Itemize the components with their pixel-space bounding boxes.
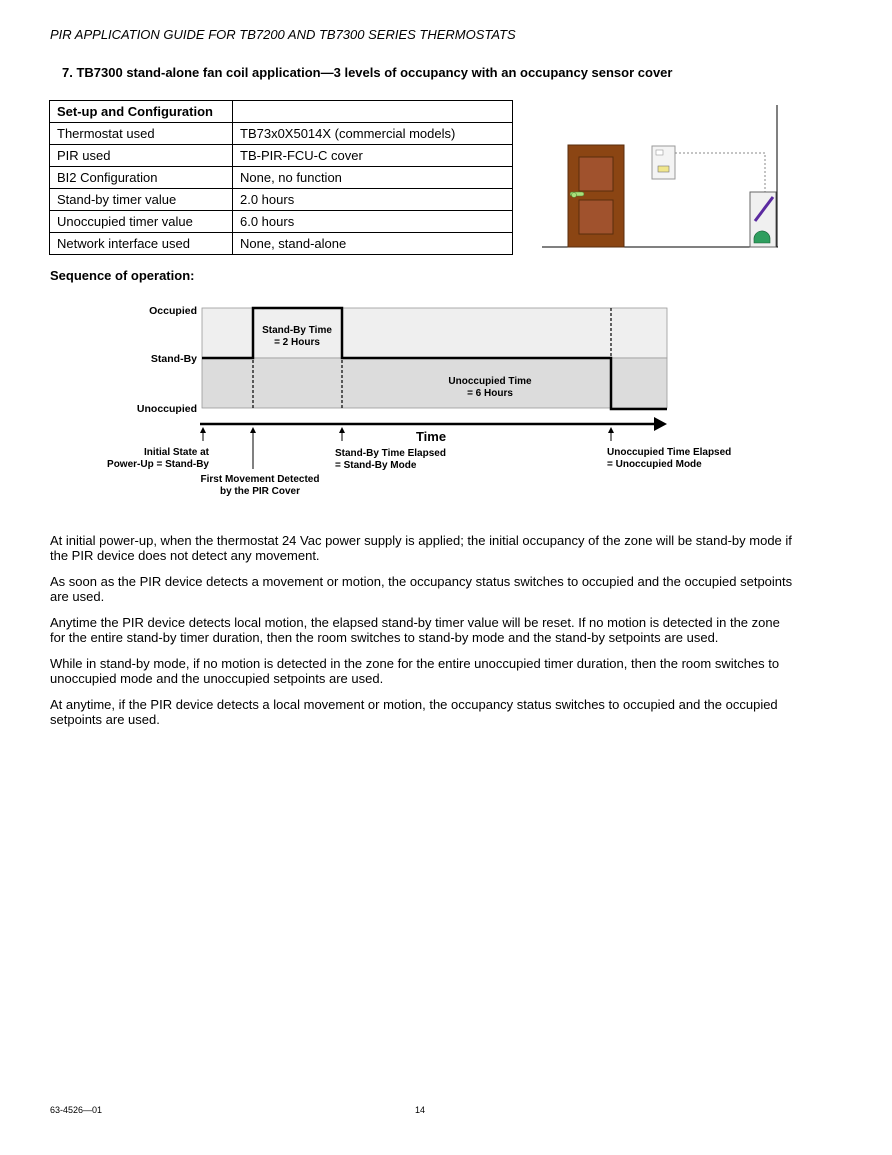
table-cell: None, stand-alone	[233, 233, 513, 255]
table-header-row	[50, 101, 513, 123]
time-axis-label: Time	[415, 429, 447, 444]
standby-time-label-line1: Stand-By Time	[262, 325, 332, 336]
unoccupied-elapsed-arrowhead	[608, 427, 614, 433]
door-upper-panel	[579, 157, 613, 191]
table-row	[50, 167, 513, 189]
fan-coil-unit-icon	[750, 192, 776, 247]
door-knob	[572, 193, 577, 198]
table-cell: 6.0 hours	[233, 211, 513, 233]
first-movement-label-line2: by the PIR Cover	[219, 486, 301, 497]
footer-page-number: 14	[415, 1105, 426, 1115]
paragraph: While in stand-by mode, if no motion is detected in the zone for the entire unoccupied timer duration, then the room switches to unoccupied mode and the unoccupied setpoints are used.	[50, 656, 780, 686]
wiring-line	[675, 153, 765, 192]
level-standby-label: Stand-By	[150, 353, 197, 365]
table-cell: 2.0 hours	[233, 189, 513, 211]
table-cell: None, no function	[233, 167, 513, 189]
sequence-heading: Sequence of operation:	[50, 268, 195, 283]
table-cell: Stand-by timer value	[50, 189, 233, 211]
configuration-table	[49, 100, 513, 255]
paragraph: At anytime, if the PIR device detects a local movement or motion, the occupancy status switches to occupied and the occupied setpoints are used.	[50, 697, 778, 727]
initial-event-arrowhead	[200, 427, 206, 433]
door-icon	[568, 145, 624, 247]
unoccupied-elapsed-label-line1: Unoccupied Time Elapsed	[607, 447, 732, 458]
table-header-cell	[233, 101, 513, 123]
thermostat-icon	[652, 146, 675, 179]
initial-state-label-line1: Initial State at	[143, 447, 209, 458]
first-movement-label-line1: First Movement Detected	[200, 474, 320, 485]
standby-time-label-line2: = 2 Hours	[274, 337, 320, 348]
table-cell: TB-PIR-FCU-C cover	[233, 145, 513, 167]
unoccupied-time-label-line2: = 6 Hours	[467, 388, 513, 399]
table-cell: BI2 Configuration	[50, 167, 233, 189]
footer-doc-number: 63-4526—01	[50, 1105, 103, 1115]
level-unoccupied-label: Unoccupied	[136, 403, 197, 415]
section-title: 7. TB7300 stand-alone fan coil application—3 levels of occupancy with an occupancy sensor cover	[62, 65, 673, 80]
room-illustration	[540, 100, 785, 252]
standby-elapsed-arrowhead	[339, 427, 345, 433]
table-row	[50, 189, 513, 211]
occupancy-timing-diagram	[90, 298, 750, 503]
table-cell: Unoccupied timer value	[50, 211, 233, 233]
table-row	[50, 211, 513, 233]
thermostat-display	[658, 166, 669, 172]
lower-band	[202, 358, 667, 408]
level-occupied-label: Occupied	[149, 305, 197, 317]
standby-elapsed-label-line1: Stand-By Time Elapsed	[335, 448, 446, 459]
door-lower-panel	[579, 200, 613, 234]
table-row	[50, 145, 513, 167]
time-axis-arrowhead	[654, 417, 667, 431]
paragraph: At initial power-up, when the thermostat 24 Vac power supply is applied; the initial occupancy of the zone will be stand-by mode if the PIR device does not detect any movement.	[50, 533, 792, 563]
table-cell: PIR used	[50, 145, 233, 167]
table-cell: TB73x0X5014X (commercial models)	[233, 123, 513, 145]
unoccupied-time-label-line1: Unoccupied Time	[448, 376, 532, 387]
page-header: PIR APPLICATION GUIDE FOR TB7200 AND TB7300 SERIES THERMOSTATS	[50, 27, 516, 42]
unoccupied-elapsed-label-line2: = Unoccupied Mode	[607, 459, 702, 470]
paragraph: As soon as the PIR device detects a movement or motion, the occupancy status switches to occupied and the occupied setpoints are used.	[50, 574, 793, 604]
paragraph: Anytime the PIR device detects local motion, the elapsed stand-by timer value will be reset. If no motion is detected in the zone for the entire stand-by timer duration, then the room switches to stand-by mode and the stand-by setpoints are used.	[50, 615, 780, 645]
thermostat-sensor	[656, 150, 663, 155]
first-movement-arrowhead	[250, 427, 256, 433]
standby-elapsed-label-line2: = Stand-By Mode	[335, 460, 417, 471]
initial-state-label-line2: Power-Up = Stand-By	[107, 459, 209, 470]
table-cell: Network interface used	[50, 233, 233, 255]
table-cell: Thermostat used	[50, 123, 233, 145]
thermostat-body	[652, 146, 675, 179]
table-header-cell: Set-up and Configuration	[50, 101, 233, 123]
table-row	[50, 233, 513, 255]
table-row	[50, 123, 513, 145]
